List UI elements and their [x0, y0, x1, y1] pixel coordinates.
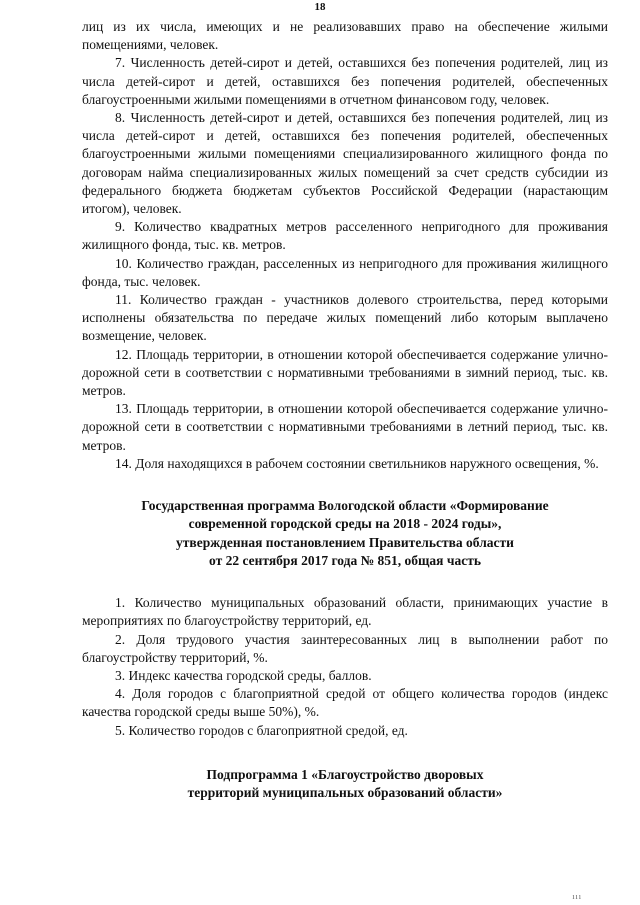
paragraph-item-11: 11. Количество граждан - участников долевого строительства, перед которыми исполнены обязательства по передаче жилых помещений либо которым выплачено возмещение, человек. [82, 292, 608, 344]
heading-line: Подпрограмма 1 «Благоустройство дворовых [206, 766, 484, 782]
paragraph-item-7: 7. Численность детей-сирот и детей, оставшихся без попечения родителей, лиц из числа детей-сирот и детей, оставшихся без попечения родителей, обеспеченных благоустроенными жилыми помещениями в отчетном финансовом году, человек. [82, 55, 608, 107]
paragraph-item-14: 14. Доля находящихся в рабочем состоянии светильников наружного освещения, %. [115, 455, 599, 471]
paragraph-item-3: 3. Индекс качества городской среды, баллов. [115, 668, 372, 684]
paragraph-item-8: 8. Численность детей-сирот и детей, оставшихся без попечения родителей, лиц из числа детей-сирот и детей, оставшихся без попечения родителей, обеспеченных благоустроенными жилыми помещениями специализированного жилищного фонда по договорам найма специализированных жилых помещений за счет средств субсидии из федерального бюджета бюджетам субъектов Российской Федерации (нарастающим итогом), человек. [82, 110, 608, 217]
paragraph-item-2: 2. Доля трудового участия заинтересованных лиц в выполнении работ по благоустройству территорий, %. [82, 631, 608, 665]
section-heading-subprogram [82, 766, 608, 803]
document-body [82, 18, 608, 802]
heading-line: территорий муниципальных образований области» [187, 785, 503, 801]
paragraph-item-9: 9. Количество квадратных метров расселенного непригодного для проживания жилищного фонда, тыс. кв. метров. [82, 219, 608, 253]
heading-line: Государственная программа Вологодской области «Формирование [141, 498, 549, 514]
page-number: 18 [314, 1, 326, 13]
heading-line: от 22 сентября 2017 года № 851, общая часть [209, 552, 481, 568]
paragraph-item-4: 4. Доля городов с благоприятной средой от общего количества городов (индекс качества городской среды выше 50%), %. [82, 686, 608, 720]
paragraph-item-13: 13. Площадь территории, в отношении которой обеспечивается содержание улично-дорожной сети в соответствии с нормативными требованиями в летний период, тыс. кв. метров. [82, 401, 608, 453]
scan-corner-mark: ııı [572, 892, 582, 901]
paragraph-item-10: 10. Количество граждан, расселенных из непригодного для проживания жилищного фонда, тыс. человек. [82, 255, 608, 289]
heading-line: утвержденная постановлением Правительства области [176, 534, 514, 550]
paragraph-item-12: 12. Площадь территории, в отношении которой обеспечивается содержание улично-дорожной сети в соответствии с нормативными требованиями в зимний период, тыс. кв. метров. [82, 346, 608, 399]
paragraph-item-1: 1. Количество муниципальных образований области, принимающих участие в мероприятиях по благоустройству территорий, ед. [82, 595, 608, 629]
section-heading-program [82, 497, 608, 570]
heading-line: современной городской среды на 2018 - 2024 годы», [188, 516, 502, 532]
paragraph-item-5: 5. Количество городов с благоприятной средой, ед. [115, 722, 408, 738]
paragraph-continuation: лиц из их числа, имеющих и не реализовавших право на обеспечение жилыми помещениями, человек. [82, 19, 608, 53]
